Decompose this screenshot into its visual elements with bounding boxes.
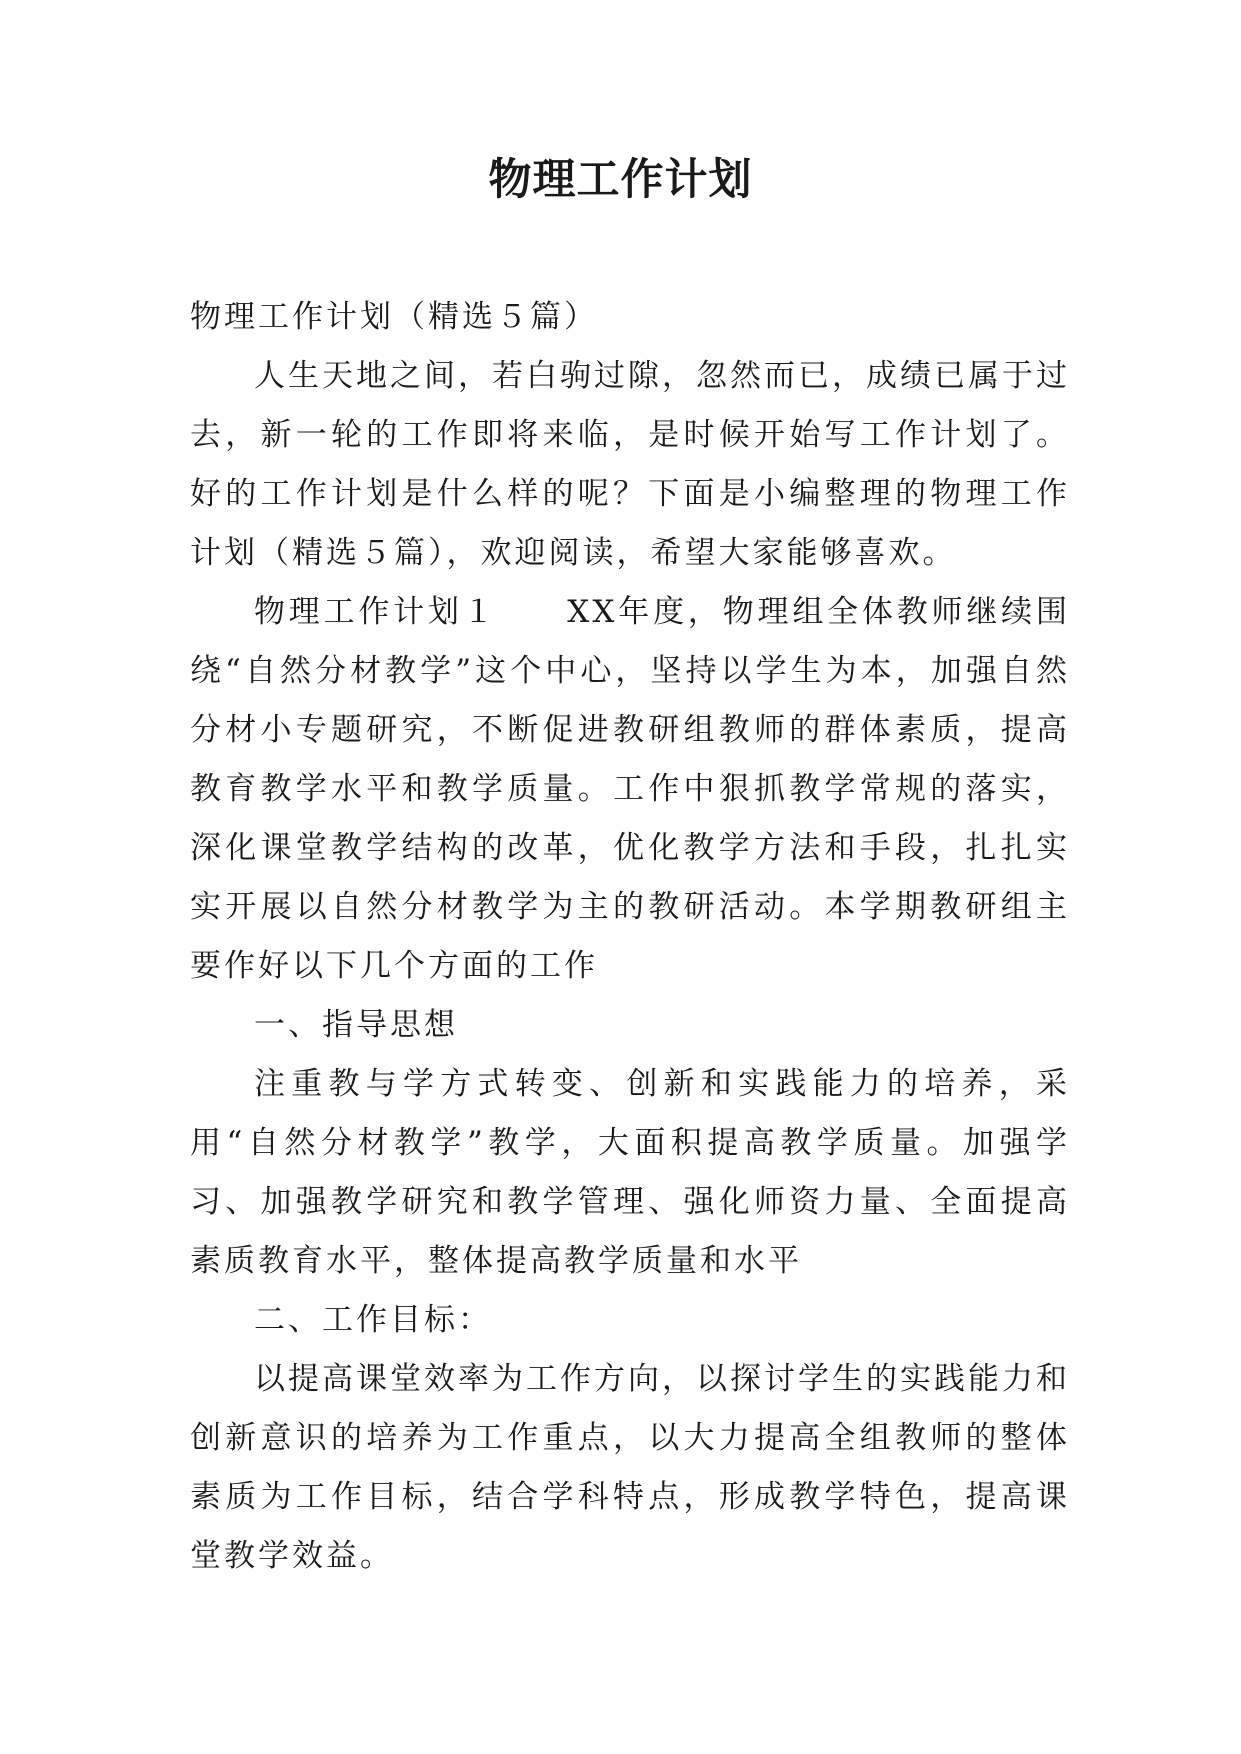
paragraph-plan-1: 物理工作计划１ XX年度，物理组全体教师继续围绕“自然分材教学”这个中心，坚持以学生为本，加强自然分材小专题研究，不断促进教研组教师的群体素质，提高教育教学水平和教学质量。工作中狠抓教学常规的落实，深化课堂教学结构的改革，优化教学方法和手段，扎扎实实开展以自然分材教学为主的教研活动。本学期教研组主要作好以下几个方面的工作 xyxy=(190,594,1070,984)
document-title: 物理工作计划 xyxy=(488,155,753,205)
paragraph-subtitle: 物理工作计划（精选５篇） xyxy=(190,299,598,335)
document-body xyxy=(190,288,1070,1586)
paragraph-work-goals: 以提高课堂效率为工作方向，以探讨学生的实践能力和创新意识的培养为工作重点，以大力提高全组教师的整体素质为工作目标，结合学科特点，形成教学特色，提高课堂教学效益。 xyxy=(190,1361,1070,1574)
section-heading-work-goals: 二、工作目标： xyxy=(254,1302,492,1338)
paragraph-intro: 人生天地之间，若白驹过隙，忽然而已，成绩已属于过去，新一轮的工作即将来临，是时候开始写工作计划了。好的工作计划是什么样的呢？下面是小编整理的物理工作计划（精选５篇），欢迎阅读，希望大家能够喜欢。 xyxy=(190,358,1070,571)
section-heading-guiding-ideology: 一、指导思想 xyxy=(254,1007,458,1043)
paragraph-guiding-ideology: 注重教与学方式转变、创新和实践能力的培养，采用“自然分材教学”教学，大面积提高教学质量。加强学习、加强教学研究和教学管理、强化师资力量、全面提高素质教育水平，整体提高教学质量和水平 xyxy=(190,1066,1070,1279)
